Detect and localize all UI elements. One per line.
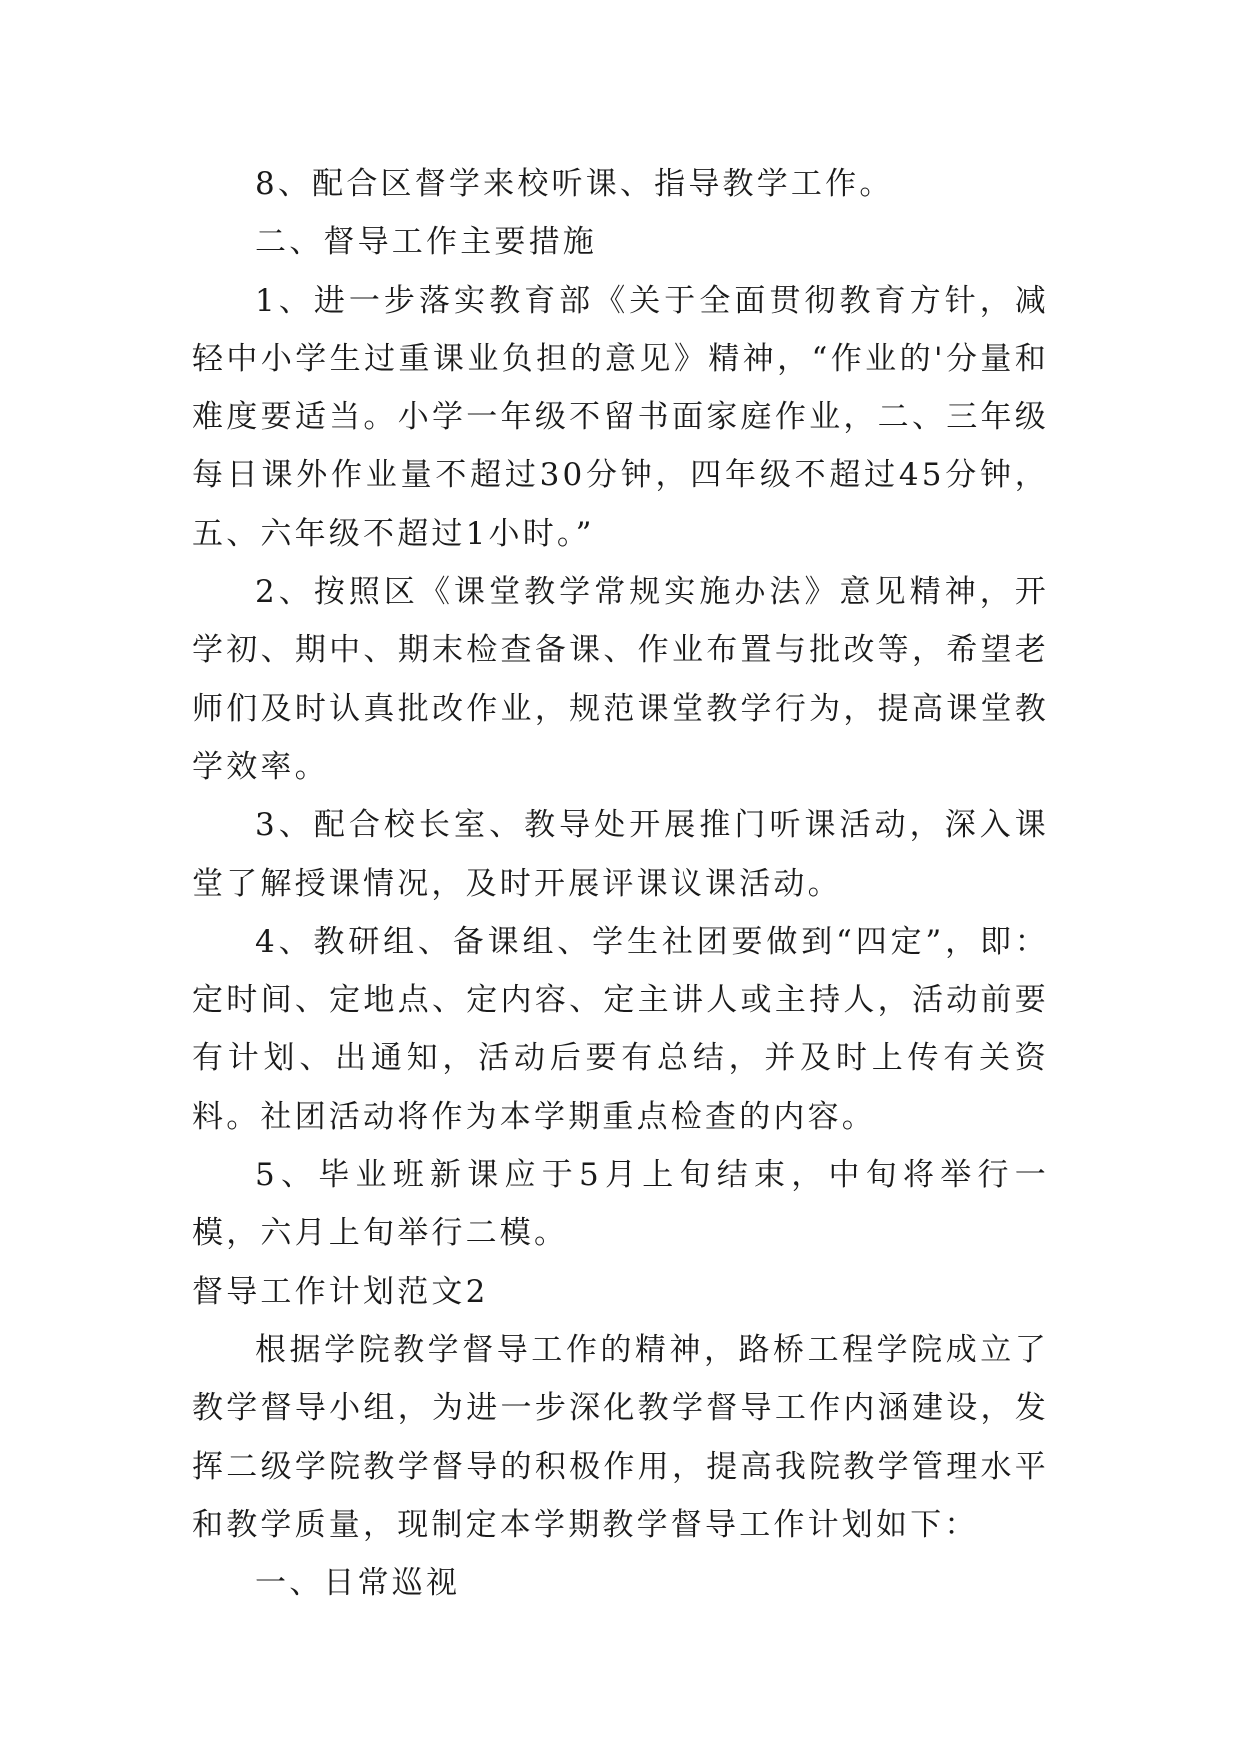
paragraph-item-8: 8、配合区督学来校听课、指导教学工作。 [255, 166, 894, 202]
paragraph-measure-2: 2、按照区《课堂教学常规实施办法》意见精神，开学初、期中、期末检查备课、作业布置与批改等，希望老师们及时认真批改作业，规范课堂教学行为，提高课堂教学效率。 [192, 574, 1049, 785]
sample-title-2: 督导工作计划范文2 [192, 1273, 489, 1310]
section-heading-measures: 二、督导工作主要措施 [255, 224, 597, 261]
paragraph-measure-4: 4、教研组、备课组、学生社团要做到“四定”，即：定时间、定地点、定内容、定主讲人或主持人，活动前要有计划、出通知，活动后要有总结，并及时上传有关资料。社团活动将作为本学期重点检查的内容。 [192, 923, 1049, 1135]
paragraph-measure-5: 5、毕业班新课应于5月上旬结束，中旬将举行一模，六月上旬举行二模。 [192, 1157, 1049, 1252]
paragraph-measure-3: 3、配合校长室、教导处开展推门听课活动，深入课堂了解授课情况，及时开展评课议课活动。 [192, 807, 1049, 902]
paragraph-measure-1: 1、进一步落实教育部《关于全面贯彻教育方针，减轻中小学生过重课业负担的意见》精神，“作业的'分量和难度要适当。小学一年级不留书面家庭作业，二、三年级每日课外作业量不超过30分钟，四年级不超过45分钟，五、六年级不超过1小时。” [192, 282, 1049, 552]
section-heading-daily-patrol: 一、日常巡视 [255, 1565, 461, 1602]
paragraph-intro-2: 根据学院教学督导工作的精神，路桥工程学院成立了教学督导小组，为进一步深化教学督导工作内涵建设，发挥二级学院教学督导的积极作用，提高我院教学管理水平和教学质量，现制定本学期教学督导工作计划如下： [192, 1331, 1049, 1543]
document-body [192, 155, 1049, 1612]
